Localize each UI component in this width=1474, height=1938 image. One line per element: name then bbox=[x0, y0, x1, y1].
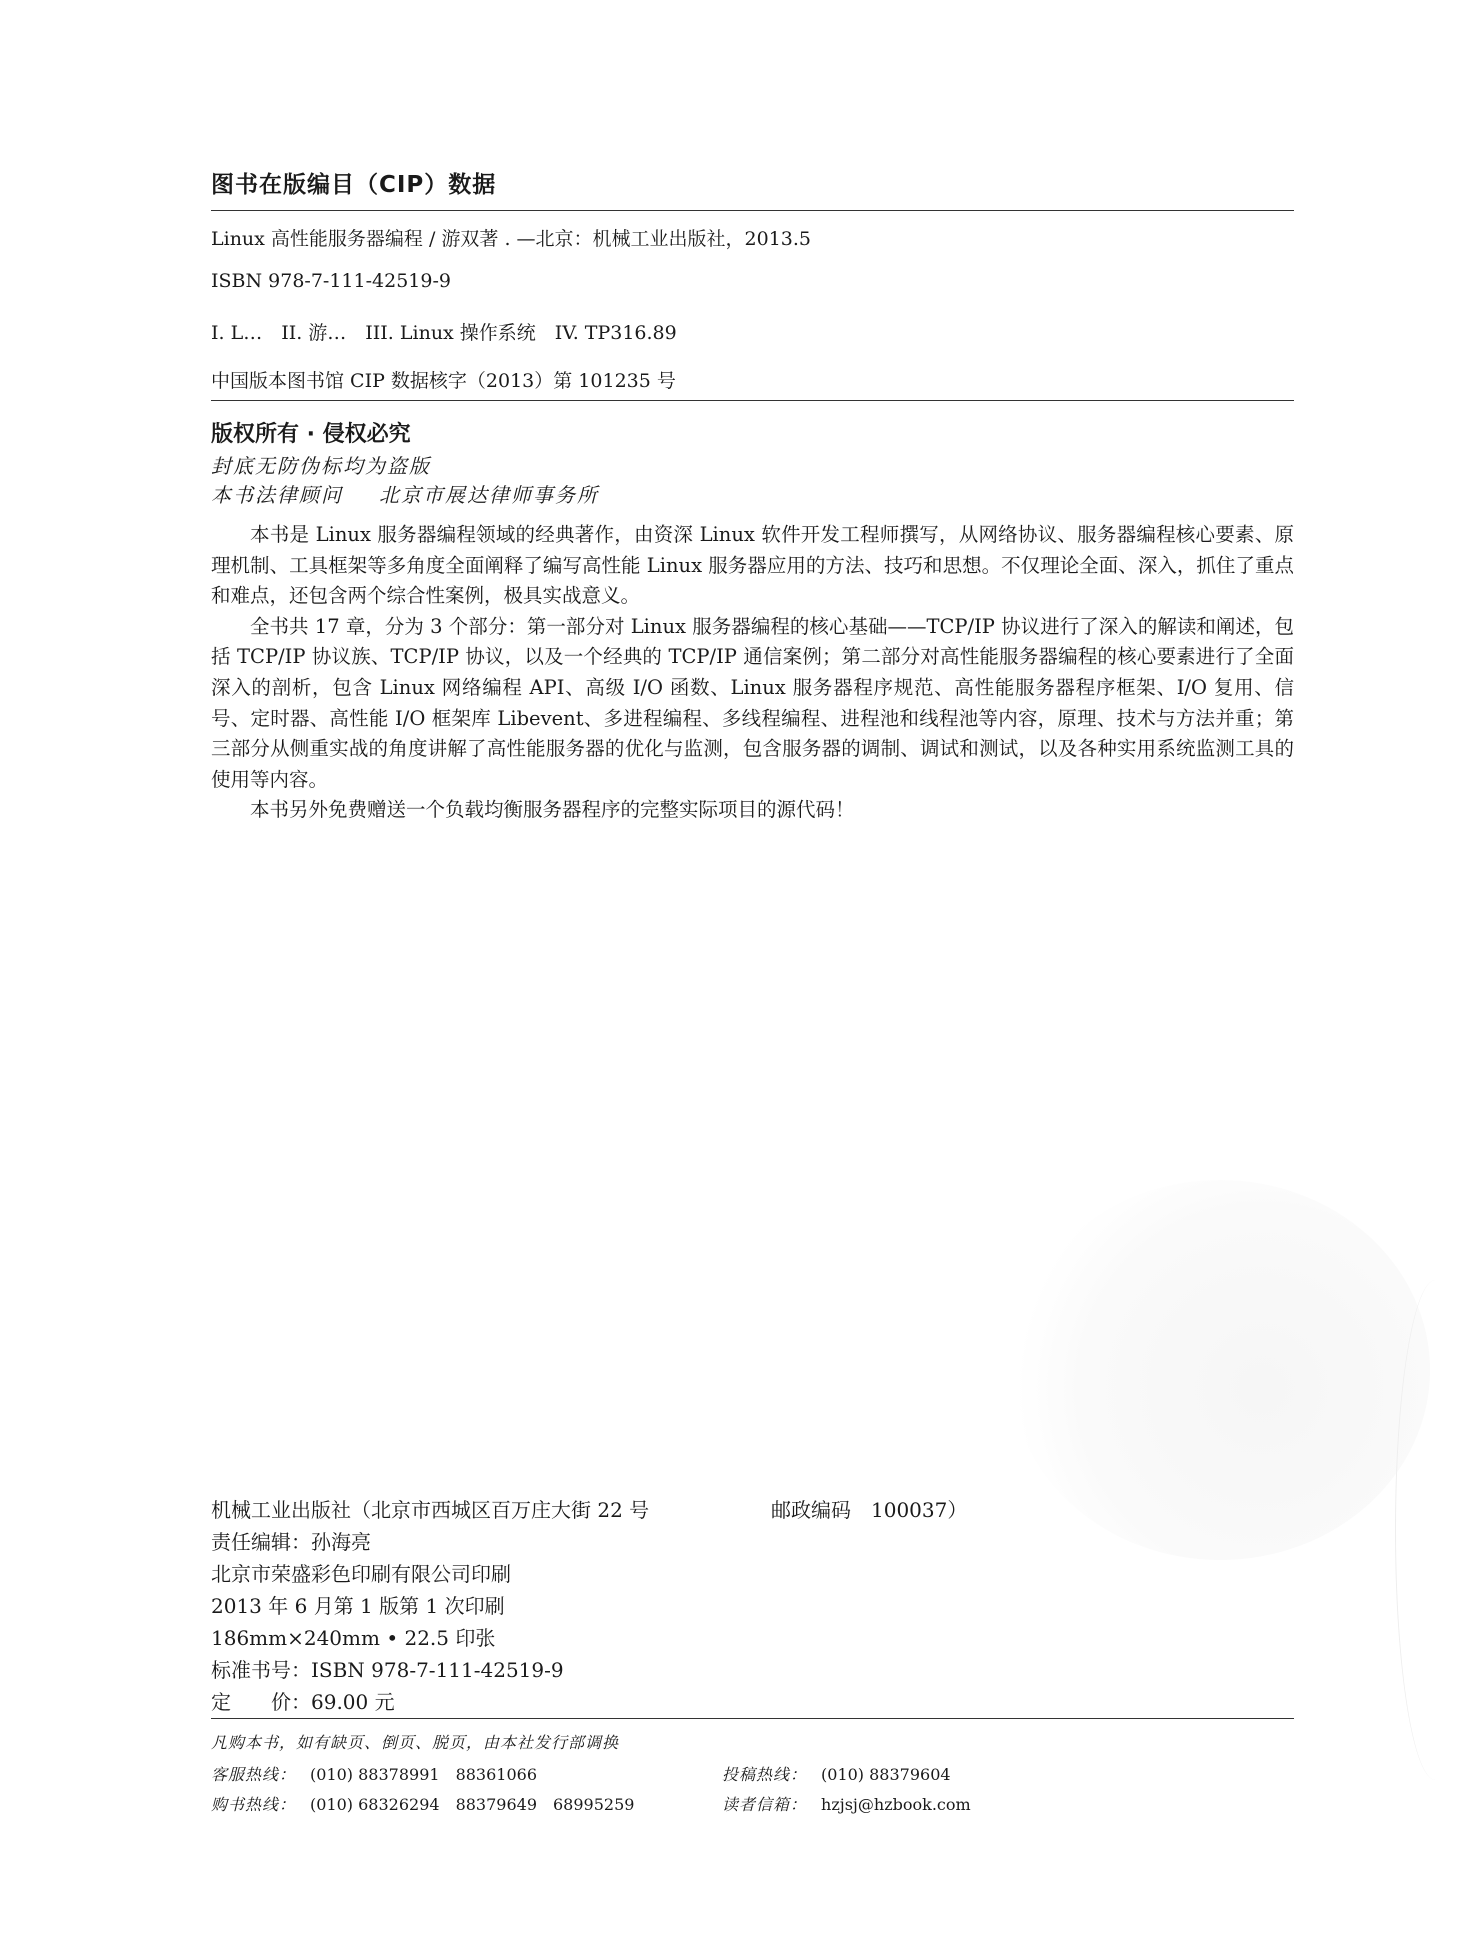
cip-bibliographic-line: Linux 高性能服务器编程 / 游双著 . —北京：机械工业出版社，2013.5 bbox=[211, 228, 812, 250]
price-line: 定 价：69.00 元 bbox=[211, 1690, 395, 1714]
reader-mailbox-line bbox=[722, 1792, 971, 1815]
order-hotline-line bbox=[211, 1792, 634, 1815]
publisher-postcode: 邮政编码 100037） bbox=[771, 1498, 968, 1522]
cip-isbn-line: ISBN 978-7-111-42519-9 bbox=[211, 270, 451, 292]
order-hotline-label: 购书热线： bbox=[211, 1795, 297, 1814]
cip-number-line: 中国版本图书馆 CIP 数据核字（2013）第 101235 号 bbox=[211, 370, 676, 392]
footer-rule bbox=[211, 1718, 1294, 1719]
publisher-address: 机械工业出版社（北京市西城区百万庄大街 22 号 bbox=[211, 1498, 650, 1522]
background-arc bbox=[1395, 1280, 1474, 1780]
edition-line: 2013 年 6 月第 1 版第 1 次印刷 bbox=[211, 1594, 505, 1618]
customer-service-line bbox=[211, 1762, 537, 1785]
legal-advisor-firm: 北京市展达律师事务所 bbox=[379, 483, 599, 507]
cip-bottom-rule bbox=[211, 400, 1294, 401]
background-watermark bbox=[1010, 1180, 1430, 1560]
copyright-heading: 版权所有 · 侵权必究 bbox=[211, 422, 411, 447]
cip-top-rule bbox=[211, 210, 1294, 211]
responsible-editor: 责任编辑：孙海亮 bbox=[211, 1530, 371, 1554]
submission-hotline-line bbox=[722, 1762, 951, 1785]
book-description bbox=[211, 520, 1294, 826]
legal-advisor-label: 本书法律顾问 bbox=[211, 483, 343, 507]
description-paragraph-3: 本书另外免费赠送一个负载均衡服务器程序的完整实际项目的源代码！ bbox=[250, 798, 855, 822]
submission-hotline-number: (010) 88379604 bbox=[821, 1765, 951, 1784]
printer-line: 北京市荣盛彩色印刷有限公司印刷 bbox=[211, 1562, 511, 1586]
order-hotline-numbers: (010) 68326294 88379649 68995259 bbox=[310, 1795, 635, 1814]
cip-heading: 图书在版编目（CIP）数据 bbox=[211, 172, 497, 198]
anti-counterfeit-notice: 封底无防伪标均为盗版 bbox=[211, 454, 431, 478]
description-paragraph-2: 全书共 17 章，分为 3 个部分：第一部分对 Linux 服务器编程的核心基础——TCP/IP 协议进行了深入的解读和阐述，包括 TCP/IP 协议族、TCP/IP 协议，以及一个经典的 TCP/IP 通信案例；第二部分对高性能服务器编程的核心要素进行了全面深入的剖析，包含 Linux 网络编程 API、高级 I/O 函数、Linux 服务器程序规范、高性能服务器程序框架、I/O 复用、信号、定时器、高性能 I/O 框架库 Libevent、多进程编程、多线程编程、进程池和线程池等内容，原理、技术与方法并重；第三部分从侧重实战的角度讲解了高性能服务器的优化与监测，包含服务器的调制、调试和测试，以及各种实用系统监测工具的使用等内容。 bbox=[211, 614, 1294, 791]
reader-mailbox-address[interactable]: hzjsj@hzbook.com bbox=[821, 1795, 971, 1814]
customer-service-numbers: (010) 88378991 88361066 bbox=[310, 1765, 538, 1784]
format-line: 186mm×240mm • 22.5 印张 bbox=[211, 1626, 496, 1650]
customer-service-label: 客服热线： bbox=[211, 1765, 297, 1784]
description-paragraph-1: 本书是 Linux 服务器编程领域的经典著作，由资深 Linux 软件开发工程师撰写，从网络协议、服务器编程核心要素、原理机制、工具框架等多角度全面阐释了编写高性能 Linux 服务器应用的方法、技巧和思想。不仅理论全面、深入，抓住了重点和难点，还包含两个综合性案例，极具实战意义。 bbox=[211, 523, 1294, 608]
legal-advisor-line bbox=[211, 479, 599, 508]
standard-number-line: 标准书号：ISBN 978-7-111-42519-9 bbox=[211, 1658, 564, 1682]
reader-mailbox-label: 读者信箱： bbox=[722, 1795, 808, 1814]
publisher-address-line bbox=[211, 1494, 968, 1523]
defect-exchange-notice: 凡购本书，如有缺页、倒页、脱页，由本社发行部调换 bbox=[211, 1733, 620, 1752]
cip-classification-line: I. L… II. 游… III. Linux 操作系统 IV. TP316.89 bbox=[211, 322, 677, 344]
submission-hotline-label: 投稿热线： bbox=[722, 1765, 808, 1784]
